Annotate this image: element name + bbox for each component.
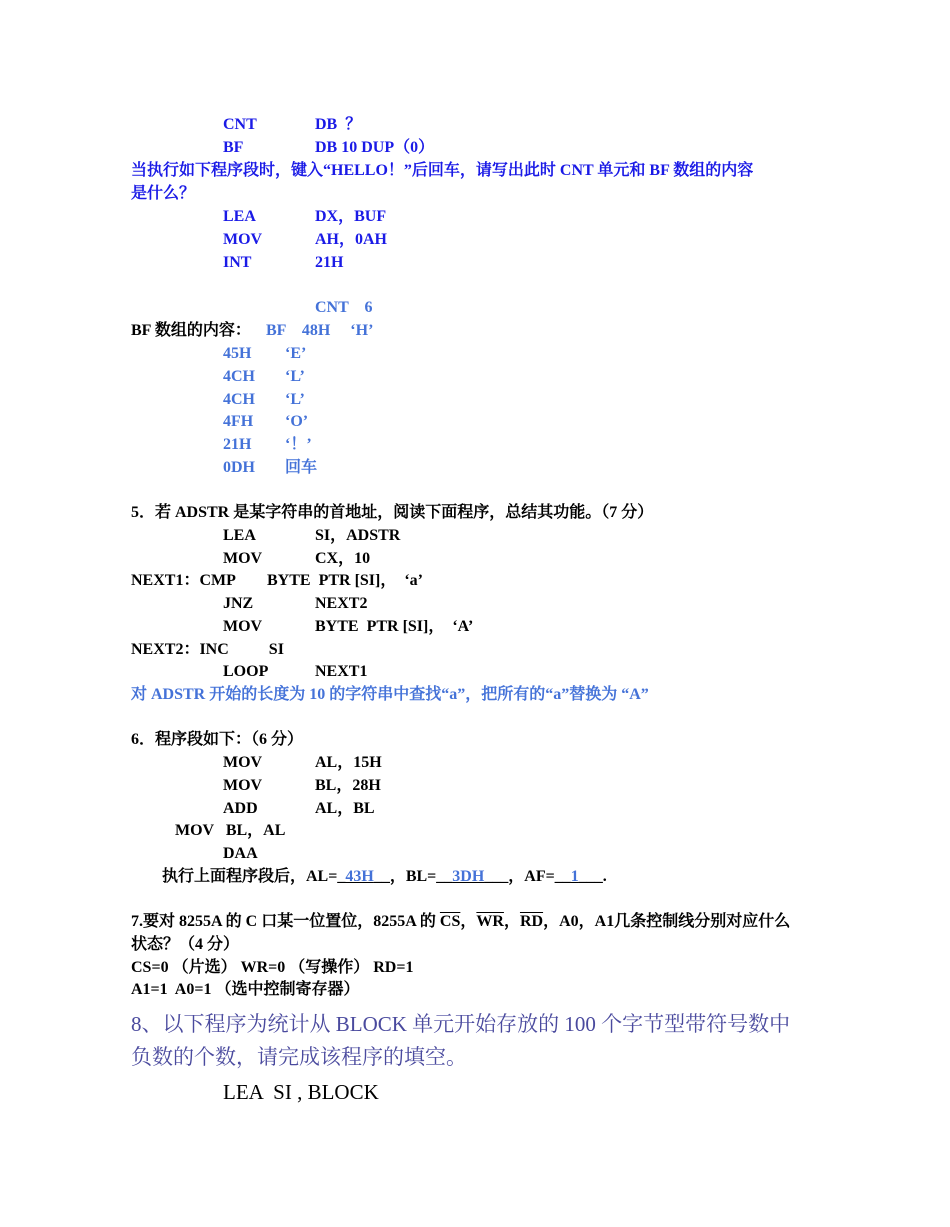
q7-cs-signal: $\overline{CS}$ [439, 913, 461, 930]
q4-bf-char: ‘L’ [285, 368, 305, 385]
q5-code-op: MOV [223, 550, 263, 567]
q4-bf-label: BF 数组的内容： [131, 322, 251, 339]
q6-code-op: MOV [223, 777, 263, 794]
q5-code-op: LOOP [223, 663, 269, 680]
q4-code-op: LEA [223, 208, 256, 225]
q6-result-prefix: 执行上面程序段后，AL= [162, 868, 338, 885]
q5-code-arg: CX，10 [315, 550, 371, 567]
q6-result-line: 执行上面程序段后，AL=_43H__，BL=__3DH___，AF=__1___. [162, 868, 607, 885]
q6-code-op: MOV [223, 754, 263, 771]
q6-bl-value: 3DH [452, 868, 485, 885]
q4-bf-char: ‘E’ [285, 345, 307, 362]
q5-code-op: LEA [223, 527, 256, 544]
q4-question-line1: 当执行如下程序段时，键入“HELLO！”后回车，请写出此时 CNT 单元和 BF 数组的内容 [131, 162, 754, 179]
q7-question-line1: 7.要对 8255A 的 C 口某一位置位，8255A 的 $\overline{CS}$，$\overline{WR}$，$\overline{RD}$，A0，A1几条控制线分别对应什么 [131, 913, 791, 930]
q7-wr-signal: $\overline{WR}$ [476, 913, 504, 930]
q5-answer: 对 ADSTR 开始的长度为 10 的字符串中查找“a”，把所有的“a”替换为 “A” [131, 686, 649, 703]
q4-bf-hex: 4CH [223, 391, 255, 408]
q8-question-line2: 负数的个数，请完成该程序的填空。 [131, 1045, 467, 1069]
decl-bf-arg: DB 10 DUP（0） [315, 139, 435, 156]
q6-af-blank: __1___ [554, 868, 603, 885]
q4-bf-hex: 4CH [223, 368, 255, 385]
q5-code-op: MOV [223, 618, 263, 635]
q4-bf-hex: 45H [223, 345, 252, 362]
q4-bf-first: BF 48H ‘H’ [266, 322, 374, 339]
q4-bf-hex: 4FH [223, 413, 254, 430]
q5-code-arg: NEXT2 [315, 595, 368, 612]
q6-bl-label: ，BL= [389, 868, 437, 885]
q6-bl-blank: __3DH___ [436, 868, 509, 885]
q4-code-op: MOV [223, 231, 263, 248]
q7-text-b: A0，A1几条控制线分别对应什么 [559, 913, 791, 930]
q4-code-arg: DX，BUF [315, 208, 387, 225]
q4-bf-char: 回车 [285, 459, 318, 476]
q5-title: 5．若 ADSTR 是某字符串的首地址，阅读下面程序，总结其功能。（7 分） [131, 504, 654, 521]
decl-cnt-op: CNT [223, 116, 257, 133]
q5-code-op: JNZ [223, 595, 254, 612]
q4-bf-char: ‘！’ [285, 436, 312, 453]
q6-code-arg: AL，BL [315, 800, 375, 817]
q5-code-arg: SI，ADSTR [315, 527, 401, 544]
q4-answer-cnt: CNT 6 [315, 299, 373, 316]
q7-rd-signal: $\overline{RD}$ [519, 913, 544, 930]
q7-answer-line2: A1=1 A0=1 （选中控制寄存器） [131, 981, 360, 998]
q6-code-op: ADD [223, 800, 258, 817]
q7-text-a: 7.要对 8255A 的 C 口某一位置位，8255A 的 [131, 913, 440, 930]
q4-code-arg: AH，0AH [315, 231, 388, 248]
q6-al-value: 43H [345, 868, 374, 885]
q4-bf-hex: 0DH [223, 459, 255, 476]
q6-af-label: ，AF= [508, 868, 555, 885]
q8-code-line: LEA SI , BLOCK [223, 1080, 379, 1104]
q6-al-blank: _43H__ [337, 868, 390, 885]
q6-code-arg: BL，28H [315, 777, 381, 794]
q5-code-line-next2: NEXT2：INC SI [131, 641, 284, 658]
decl-cnt-arg: DB ？ [315, 116, 362, 133]
q4-question-line2: 是什么？ [131, 185, 196, 202]
q8-question-line1: 8、以下程序为统计从 BLOCK 单元开始存放的 100 个字节型带符号数中 [131, 1012, 791, 1036]
decl-bf-op: BF [223, 139, 244, 156]
q5-code-arg: NEXT1 [315, 663, 368, 680]
q6-code-daa: DAA [223, 845, 258, 862]
q4-code-arg: 21H [315, 254, 344, 271]
q6-af-value: 1 [570, 868, 579, 885]
q5-code-line-next1: NEXT1：CMP BYTE PTR [SI]， ‘a’ [131, 572, 424, 589]
q6-title: 6．程序段如下：（6 分） [131, 731, 304, 748]
q7-question-line2: 状态？（4 分） [131, 936, 240, 953]
q4-bf-char: ‘L’ [285, 391, 305, 408]
q6-code-mov-bl: MOV BL，AL [175, 822, 286, 839]
q5-code-arg: BYTE PTR [SI]， ‘A’ [315, 618, 474, 635]
q7-answer-line1: CS=0 （片选） WR=0 （写操作） RD=1 [131, 959, 414, 976]
q4-code-op: INT [223, 254, 252, 271]
q6-code-arg: AL，15H [315, 754, 382, 771]
q4-bf-char: ‘O’ [285, 413, 309, 430]
q4-bf-hex: 21H [223, 436, 252, 453]
